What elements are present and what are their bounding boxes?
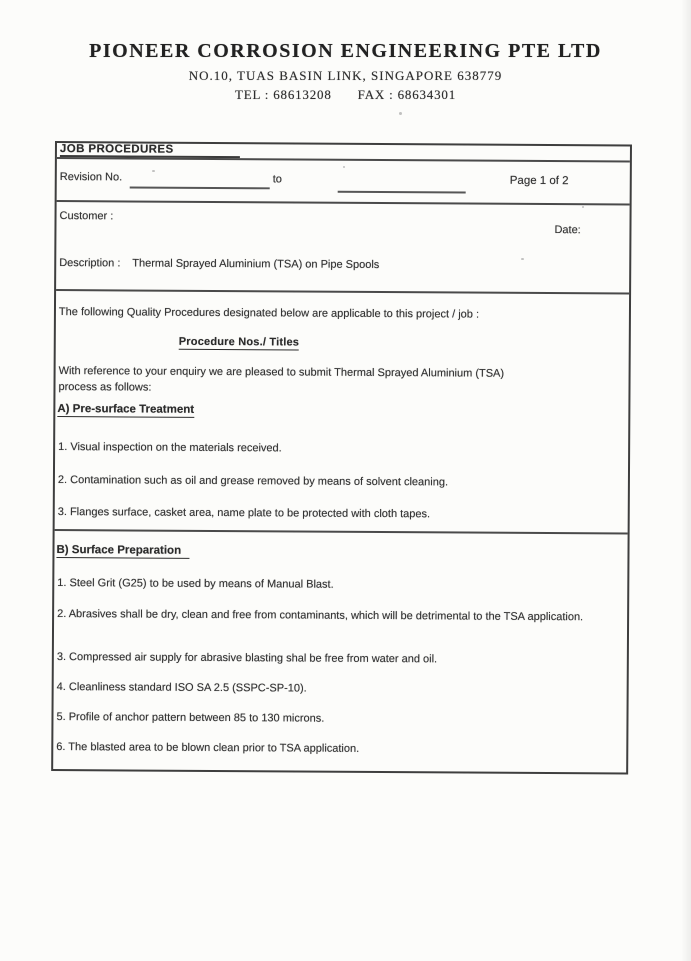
customer-row	[56, 202, 630, 294]
section-a-item-1: 1. Visual inspection on the materials received.	[58, 441, 282, 455]
section-a-item-2: 2. Contamination such as oil and grease removed by means of solvent cleaning.	[57, 474, 449, 489]
revision-label: Revision No.	[59, 171, 123, 184]
scan-speck	[399, 112, 402, 115]
section-b-item-5: 5. Profile of anchor pattern between 85 to 130 microns.	[56, 711, 325, 725]
description-label: Description :	[59, 257, 121, 270]
date-label: Date:	[554, 224, 581, 237]
section-b-item-2: 2. Abrasives shall be dry, clean and free from contaminants, which will be detrimental to the TSA application.	[57, 608, 584, 624]
reference-note: With reference to your enquiry we are pleased to submit Thermal Sprayed Aluminium (TSA) process as follows:	[58, 365, 505, 394]
company-address: NO.10, TUAS BASIN LINK, SINGAPORE 638779	[188, 68, 503, 83]
intro-text: The following Quality Procedures designated below are applicable to this project / job :	[58, 306, 480, 321]
scan-speck	[521, 258, 524, 260]
section-b-item-4: 4. Cleanliness standard ISO SA 2.5 (SSPC-SP-10).	[56, 681, 307, 695]
letterhead	[0, 0, 691, 103]
section-b-heading: B) Surface Preparation	[56, 544, 189, 559]
scan-speck	[343, 166, 345, 168]
section-b-item-1: 1. Steel Grit (G25) to be used by means of Manual Blast.	[57, 577, 334, 591]
procedure-heading: Procedure Nos./ Titles	[178, 335, 300, 349]
form-title: JOB PROCEDURES	[60, 143, 240, 158]
revision-to-label: to	[272, 173, 282, 186]
section-a-heading: A) Pre-surface Treatment	[57, 403, 195, 416]
section-b-item-3: 3. Compressed air supply for abrasive blasting shal be free from water and oil.	[56, 651, 438, 666]
fax-number: FAX : 68634301	[357, 87, 456, 102]
section-b-item-6: 6. The blasted area to be blown clean prior to TSA application.	[56, 741, 360, 755]
tel-number: TEL : 68613208	[234, 87, 332, 102]
revision-to-blank	[338, 190, 466, 194]
section-a-item-3: 3. Flanges surface, casket area, name plate to be protected with cloth tapes.	[57, 506, 431, 521]
section-a-block	[55, 291, 629, 534]
company-name: PIONEER CORROSION ENGINEERING PTE LTD	[89, 40, 602, 62]
scan-speck	[582, 206, 584, 208]
description-value: Thermal Sprayed Aluminium (TSA) on Pipe Spools	[132, 257, 380, 271]
scan-edge-shade	[681, 0, 691, 961]
description-line	[59, 257, 379, 271]
job-procedures-form	[51, 141, 632, 775]
section-b-block	[53, 531, 627, 772]
revision-from-blank	[130, 185, 270, 189]
scan-speck	[152, 170, 155, 172]
customer-label: Customer :	[59, 210, 114, 223]
company-contact	[0, 87, 691, 103]
page-indicator: Page 1 of 2	[509, 174, 569, 188]
